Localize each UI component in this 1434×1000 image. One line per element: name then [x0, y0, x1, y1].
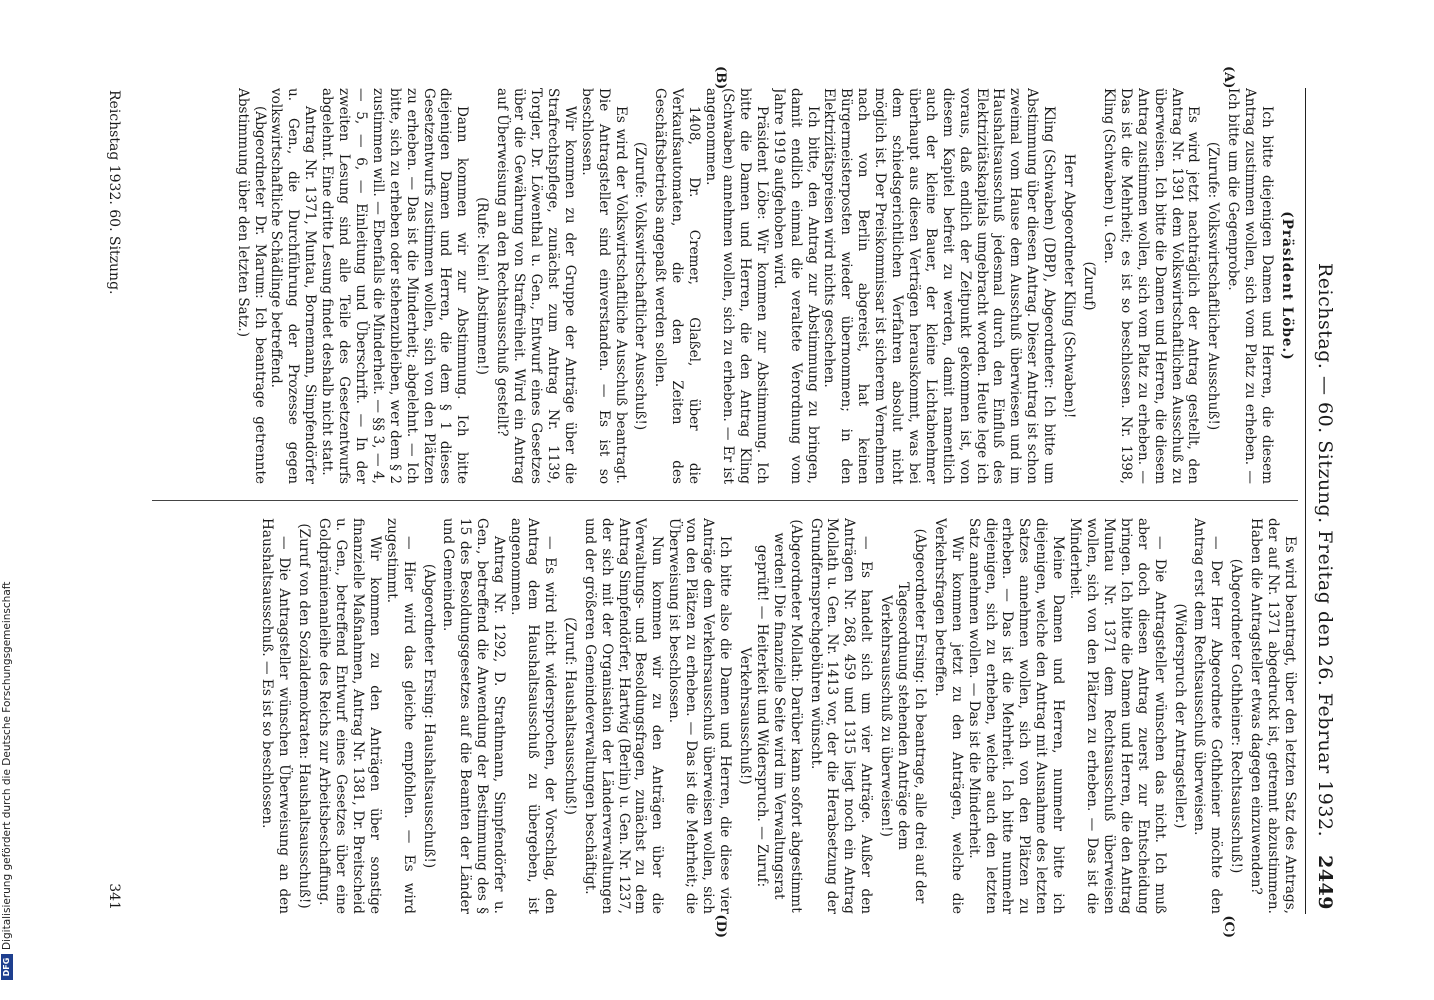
paragraph: Wir kommen jetzt zu den Anträgen, welche die Verkehrsfragen betreffen. — [931, 518, 965, 914]
interjection: (Rufe: Nein! Abstimmen!) — [474, 197, 491, 375]
paragraph: Antrag Nr. 1371, Muntau, Bornemann, Simpfendörfer u. Gen., die Durchführung der Prozesse gegen volkswirtschaftliche Schädlinge betreffend. — [268, 88, 319, 484]
interjection: (Abgeordneter Ersing: Haushaltsausschuß!) — [420, 563, 437, 869]
left-column — [152, 88, 1298, 484]
paragraph: Nun kommen wir zu den Anträgen über die Verwaltungs- und Besoldungsfragen, zunächst zu dem Antrag Simpfendörfer, Hartwig (Berlin) u. Gen. Nr. 1237, der sich mit der Organisation der Länderverwaltungen und der größeren Gemeindeverwaltungen beschäftigt. — [581, 518, 666, 914]
interjection: Herr Abgeordneter Kling (Schwaben)! — [1061, 153, 1078, 419]
paragraph: Es wird jetzt nachträglich der Antrag gestellt, den Antrag Nr. 1391 dem Volkswirtschaftlichen Ausschuß zu überweisen. Ich bitte die Damen und Herren, die diesem Antrag zustimmen wollen, sich vom Platz zu erheben. — Das ist die Mehrheit; es ist so beschlossen. Nr. 1398, Kling (Schwaben) u. Gen. — [1100, 88, 1202, 484]
paragraph: Ich bitte diejenigen Damen und Herren, die diesem Antrag zustimmen wollen, sich vom Platz zu erheben. — Ich bitte um die Gegenprobe. — [1225, 88, 1276, 484]
interjection: (Zuruf) — [1081, 261, 1098, 311]
interjection: (Widerspruch der Antragsteller.) — [1171, 603, 1188, 829]
paragraph: — Es wird nicht widersprochen, der Vorschlag, den Antrag dem Haushaltsausschuß zu übergeben, ist angenommen. — [508, 518, 558, 914]
interjection: (Abgeordneter Gothheiner: Rechtsausschuß!) — [1228, 558, 1245, 874]
paragraph: (Abgeordneter Dr. Marum: Ich beantrage getrennte Abstimmung über den letzten Satz.) — [234, 88, 268, 484]
page-number: 2449 — [1314, 855, 1336, 910]
paragraph: Dann kommen wir zur Abstimmung. Ich bitte diejenigen Damen und Herren, die dem § 1 dieses Gesetzentwurfs zustimmen wollen, sich von den Plätzen zu erheben. — Das ist die Minderheit; abgelehnt. — Ich bitte, sich zu erheben oder stehenzubleiben, wer dem § 2 zustimmen will. — Ebenfalls die Minderheit. — §§ 3, — 4, — 5, — 6, — Einleitung und Überschrift. — In der zweiten Lesung sind alle Teile des Gesetzentwurfs abgelehnt. Eine dritte Lesung findet deshalb nicht statt. — [319, 88, 471, 484]
interjection: (Zuruf von den Sozialdemokraten: Haushaltsausschuß!) — [296, 523, 313, 909]
page-footer — [92, 88, 136, 914]
digitization-credit — [0, 580, 14, 980]
paragraph: — Es handelt sich um vier Anträge. Außer den Anträgen Nr. 268, 459 und 1315 liegt noch ein Antrag Mollath u. Gen. Nr. 1413 vor, der die Herabsetzung der Grundfernsprechgebühren wünscht. — [807, 518, 875, 914]
paragraph: Meine Damen und Herren, nunmehr bitte ich diejenigen, welche den Antrag mit Ausnahme des letzten Satzes annehmen wollen, sich von den Plätzen zu erheben. — Das ist die Mehrheit. Ich bitte nunmehr diejenigen, sich zu erheben, welche auch den letzten Satz annehmen wollen. — Das ist die Minderheit. — [965, 518, 1067, 914]
speaker-heading: (Präsident Löbe.) — [1279, 211, 1295, 361]
footer-source: Reichstag 1932. 60. Sitzung. — [106, 90, 122, 295]
document-page — [92, 66, 1342, 938]
paragraph: — Die Antragsteller wünschen das nicht. Ich muß aber doch diesen Antrag zuerst zur Entscheidung bringen. Ich bitte die Damen und Herren, die den Antrag Muntau Nr. 1371 dem Rechtsausschuß überweisen wollen, sich von den Plätzen zu erheben. — Das ist die Minderheit. — [1067, 518, 1168, 914]
paragraph: — Hier wird das gleiche empfohlen. — Es wird zugestimmt. — [383, 518, 417, 914]
page-header — [1305, 88, 1342, 914]
paragraph: Es wird beantragt, über den letzten Satz des Antrags, der auf Nr. 1371 abgedruckt ist, getrennt abzustimmen. Haben die Antragsteller etwas dagegen einzuwenden? — [1248, 518, 1298, 914]
paragraph: 1408, Dr. Cremer, Glaßel, über die Verkaufsautomaten, die den Zeiten des Geschäftsbetriebs angepaßt werden sollen. — [652, 88, 703, 484]
text-columns — [152, 66, 1298, 938]
header-title: Reichstag. — 60. Sitzung. Freitag den 26. Februar 1932. — [1314, 263, 1336, 838]
paragraph: — Der Herr Abgeordnete Gothheiner möchte den Antrag erst dem Rechtsausschuß überweisen. — [1191, 518, 1225, 914]
paragraph: Kling (Schwaben) (DBP), Abgeordneter: Ich bitte um Abstimmung über diesen Antrag. Dieser Antrag ist schon zweimal vom Hause dem Ausschuß überwiesen und im Haushaltsausschuß jedesmal durch den Einfluß des Elektrizitätskapitals umgebracht worden. Heute lege ich voraus, daß endlich der Zeitpunkt gekommen ist, von diesem Kapitel befreit zu werden, damit namentlich auch der kleine Bauer, der kleine Lichtabnehmer überhaupt aus diesen Verträgen herauskommt, was bei dem schiedsgerichtlichen Verfahren absolut nicht möglich ist. Der Preiskommissar ist sicherem Vernehmen nach von Berlin abgereist, hat keinen Bürgermeisterposten wieder übernommen; in den Elektrizitätspreisen wird nichts geschehen. — [821, 88, 1058, 484]
column-divider — [152, 500, 1298, 501]
dfg-logo: DFG — [1, 954, 13, 980]
margin-marker-c: (C) — [1221, 915, 1236, 938]
interjection: (Zurufe: Volkswirtschaftlicher Ausschuß!) — [632, 141, 649, 431]
interjection: (Zurufe: Volkswirtschaftlicher Ausschuß!) — [1205, 141, 1222, 431]
footer-sheet-number: 341 — [106, 883, 122, 910]
paragraph: — Die Antragsteller wünschen Überweisung an den Haushaltsausschuß. — Es ist so beschlossen. — [259, 518, 293, 914]
margin-marker-d: (D) — [713, 914, 728, 938]
paragraph: Wir kommen zu der Gruppe der Anträge über die Strafrechtspflege, zunächst zum Antrag Nr. 1139, Torgler, Dr. Löwenthal u. Gen., Entwurf eines Gesetzes über die Gewährung von Straffreiheit. Wird ein Antrag auf Überweisung an den Rechtsausschuß gestellt? — [494, 88, 578, 484]
paragraph: Ich bitte also die Damen und Herren, die diese vier Anträge dem Verkehrsausschuß überweisen wollen, sich von den Plätzen zu erheben. — Das ist die Mehrheit; die Überweisung ist beschlossen. — [666, 518, 733, 914]
right-column — [152, 518, 1298, 914]
margin-marker-b: (B) — [713, 66, 728, 90]
paragraph: Präsident Löbe: Wir kommen zur Abstimmung. Ich bitte die Damen und Herren, die den Antrag Kling (Schwaben) annehmen wollen, sich zu erheben. — Er ist angenommen. — [703, 88, 770, 484]
margin-marker-a: (A) — [1221, 66, 1236, 89]
paragraph: Wir kommen zu den Anträgen über sonstige finanzielle Maßnahmen, Antrag Nr. 1381, Dr. Breitscheid u. Gen., betreffend Entwurf eines Gesetzes über eine Goldprämienanleihe des Reichs zur Arbeitsbeschaffung. — [316, 518, 383, 914]
paragraph: Ich bitte, den Antrag zur Abstimmung zu bringen, damit endlich einmal die veraltete Verordnung vom Jahre 1919 aufgehoben wird. — [770, 88, 821, 484]
interjection: (Zuruf: Haushaltsausschuß!) — [561, 617, 578, 815]
paragraph: Es wird der Volkswirtschaftliche Ausschuß beantragt. Die Antragsteller sind einverstanden. — Es ist so beschlossen. — [578, 88, 629, 484]
credit-text: Digitalisierung gefördert durch die Deutsche Forschungsgemeinschaft — [1, 581, 13, 950]
interjection: (Abgeordneter Ersing: Ich beantrage, alle drei auf der Tagesordnung stehenden Anträge dem Verkehrsausschuß zu überweisen!) — [878, 528, 928, 904]
interjection: (Abgeordneter Mollath: Darüber kann sofort abgestimmt werden! Die finanzielle Seite wird im Verwaltungsrat geprüft! — Heiterkeit und Widerspruch. — Zuruf: Verkehrsausschuß!) — [736, 519, 804, 913]
paragraph: Antrag Nr. 1292, D. Strathmann, Simpfendörfer u. Gen., betreffend die Anwendung der Bestimmung des § 15 des Besoldungsgesetzes auf die Beamten der Länder und Gemeinden. — [440, 518, 508, 914]
